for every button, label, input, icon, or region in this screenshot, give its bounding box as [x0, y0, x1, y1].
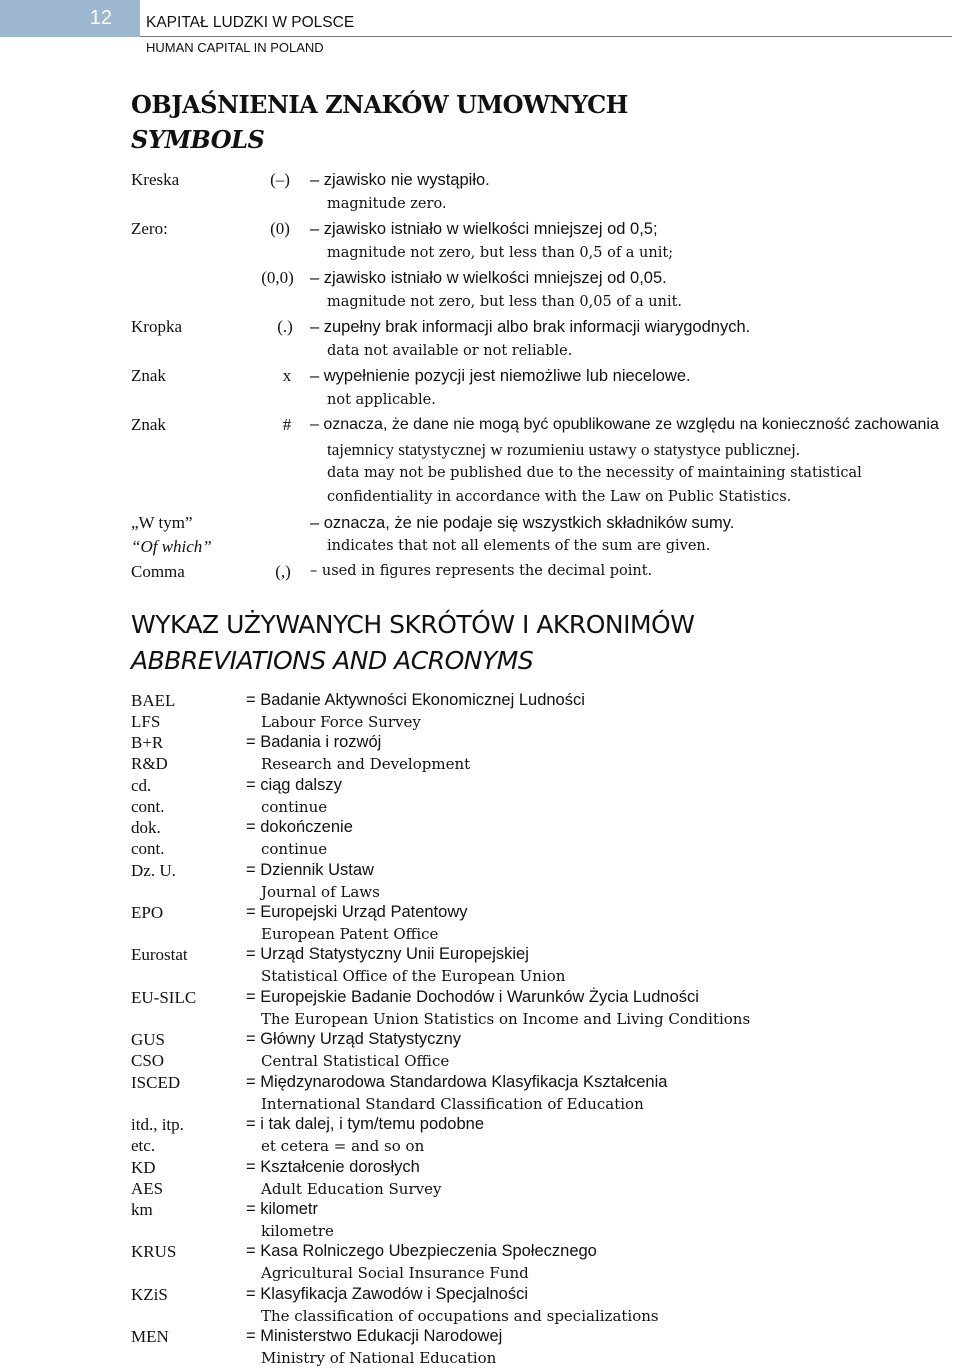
expansion-en: Adult Education Survey — [261, 1180, 442, 1198]
abbreviation-pl: KD — [131, 1158, 156, 1177]
abbreviation-en: LFS — [131, 712, 161, 731]
symbol-desc-pl: – zjawisko istniało w wielkości mniejszej od 0,5; — [310, 220, 658, 238]
expansion-pl: = dokończenie — [246, 818, 353, 836]
abbreviation-pl: MEN — [131, 1327, 169, 1346]
symbol-desc-pl: – zjawisko nie wystąpiło. — [310, 171, 490, 189]
expansion-pl: = Badania i rozwój — [246, 733, 382, 751]
abbreviation-pl: EPO — [131, 903, 164, 922]
expansion-en: Agricultural Social Insurance Fund — [261, 1264, 529, 1282]
page-number: 12 — [89, 7, 112, 29]
expansion-en: European Patent Office — [261, 925, 439, 943]
abbreviation-en: cont. — [131, 839, 165, 858]
abbreviation-en: etc. — [131, 1136, 156, 1155]
abbreviation-pl: EU-SILC — [131, 988, 197, 1007]
symbol-label: Znak — [131, 415, 166, 434]
symbol-label: „W tym” — [131, 513, 193, 532]
symbol-desc-pl: – wypełnienie pozycji jest niemożliwe lub niecelowe. — [310, 367, 691, 385]
expansion-pl: = Europejskie Badanie Dochodów i Warunków Życia Ludności — [246, 988, 699, 1006]
symbol-desc-en: data may not be published due to the necessity of maintaining statistical — [327, 465, 862, 481]
expansion-pl: = Kształcenie dorosłych — [246, 1158, 420, 1176]
expansion-pl: = Kasa Rolniczego Ubezpieczenia Społecznego — [246, 1242, 597, 1260]
symbol-desc-pl: – zjawisko istniało w wielkości mniejszej od 0,05. — [310, 269, 667, 287]
symbol-desc-en: magnitude zero. — [327, 196, 447, 212]
symbol-glyph: (0,0) — [261, 268, 294, 287]
symbol-glyph: (.) — [277, 317, 293, 336]
expansion-en: The classification of occupations and specializations — [261, 1307, 659, 1325]
expansion-pl: = ciąg dalszy — [246, 776, 342, 794]
expansion-en: et cetera = and so on — [261, 1137, 425, 1155]
abbreviation-pl: dok. — [131, 818, 161, 837]
symbol-glyph: (–) — [270, 170, 290, 189]
expansion-pl: = Klasyfikacja Zawodów i Specjalności — [246, 1285, 529, 1303]
symbol-desc-en: magnitude not zero, but less than 0,05 of a unit. — [327, 294, 683, 310]
abbreviation-pl: ISCED — [131, 1073, 181, 1092]
abbreviation-en: cont. — [131, 797, 165, 816]
symbol-desc-en: indicates that not all elements of the sum are given. — [327, 538, 711, 554]
expansion-pl: = Ministerstwo Edukacji Narodowej — [246, 1327, 503, 1345]
symbols-heading-en: SYMBOLS — [131, 125, 265, 154]
expansion-en: kilometre — [261, 1222, 334, 1240]
expansion-pl: = Europejski Urząd Patentowy — [246, 903, 468, 921]
running-header-en: HUMAN CAPITAL IN POLAND — [146, 40, 324, 55]
symbol-desc-en: not applicable. — [327, 392, 436, 408]
abbreviation-pl: itd., itp. — [131, 1115, 184, 1134]
symbol-desc-pl: – oznacza, że dane nie mogą być opublikowane ze względu na konieczność zachowania — [310, 416, 939, 433]
symbol-label: Kreska — [131, 170, 180, 189]
abbreviation-en: CSO — [131, 1051, 165, 1070]
abbreviation-pl: cd. — [131, 776, 152, 795]
expansion-en: Statistical Office of the European Union — [261, 967, 566, 985]
header-rule — [140, 36, 952, 37]
symbol-glyph: # — [282, 415, 292, 434]
symbol-desc-pl-cont: tajemnicy statystycznej w rozumieniu ustawy o statystyce publicznej. — [327, 440, 801, 459]
abbreviation-en: AES — [131, 1179, 164, 1198]
expansion-pl: = Dziennik Ustaw — [246, 861, 374, 879]
symbol-glyph: (0) — [270, 219, 290, 238]
expansion-en: Journal of Laws — [261, 883, 380, 901]
abbreviations-heading-pl: WYKAZ UŻYWANYCH SKRÓTÓW I AKRONIMÓW — [131, 610, 695, 639]
expansion-en: Ministry of National Education — [261, 1349, 497, 1367]
expansion-pl: = Urząd Statystyczny Unii Europejskiej — [246, 945, 529, 963]
expansion-en: continue — [261, 798, 328, 816]
symbol-desc-pl: – zupełny brak informacji albo brak informacji wiarygodnych. — [310, 318, 751, 336]
symbol-desc-en: magnitude not zero, but less than 0,5 of a unit; — [327, 245, 674, 261]
page-number-tab — [0, 0, 140, 37]
expansion-en: International Standard Classification of Education — [261, 1095, 644, 1113]
symbol-glyph: x — [282, 366, 292, 385]
symbol-desc-en-cont: confidentiality in accordance with the Law on Public Statistics. — [327, 489, 792, 505]
symbol-label: Zero: — [131, 219, 168, 238]
expansion-pl: = i tak dalej, i tym/temu podobne — [246, 1115, 485, 1133]
expansion-en: The European Union Statistics on Income and Living Conditions — [261, 1010, 751, 1028]
abbreviation-en: R&D — [131, 754, 168, 773]
abbreviation-pl: BAEL — [131, 691, 176, 710]
expansion-en: Research and Development — [261, 755, 471, 773]
expansion-en: Central Statistical Office — [261, 1052, 450, 1070]
symbols-heading-pl: OBJAŚNIENIA ZNAKÓW UMOWNYCH — [131, 90, 628, 119]
symbol-desc-en: – used in figures represents the decimal point. — [310, 563, 653, 579]
abbreviation-pl: KZiS — [131, 1285, 168, 1304]
abbreviation-pl: GUS — [131, 1030, 166, 1049]
symbol-desc-pl: – oznacza, że nie podaje się wszystkich składników sumy. — [310, 514, 735, 532]
expansion-pl: = Międzynarodowa Standardowa Klasyfikacja Kształcenia — [246, 1073, 668, 1091]
expansion-pl: = Badanie Aktywności Ekonomicznej Ludności — [246, 691, 585, 709]
expansion-pl: = Główny Urząd Statystyczny — [246, 1030, 462, 1048]
symbol-label: Comma — [131, 562, 185, 581]
running-header-pl: KAPITAŁ LUDZKI W POLSCE — [146, 14, 355, 31]
expansion-en: continue — [261, 840, 328, 858]
expansion-pl: = kilometr — [246, 1200, 318, 1218]
symbol-label-en: “Of which” — [131, 537, 212, 556]
abbreviation-pl: Eurostat — [131, 945, 188, 964]
symbol-label: Znak — [131, 366, 166, 385]
symbol-desc-en: data not available or not reliable. — [327, 343, 573, 359]
abbreviation-pl: Dz. U. — [131, 861, 176, 880]
symbol-label: Kropka — [131, 317, 182, 336]
symbol-glyph: (,) — [275, 562, 291, 581]
expansion-en: Labour Force Survey — [261, 713, 421, 731]
abbreviations-heading-en: ABBREVIATIONS AND ACRONYMS — [131, 646, 534, 675]
abbreviation-pl: B+R — [131, 733, 164, 752]
abbreviation-pl: km — [131, 1200, 153, 1219]
abbreviation-pl: KRUS — [131, 1242, 177, 1261]
